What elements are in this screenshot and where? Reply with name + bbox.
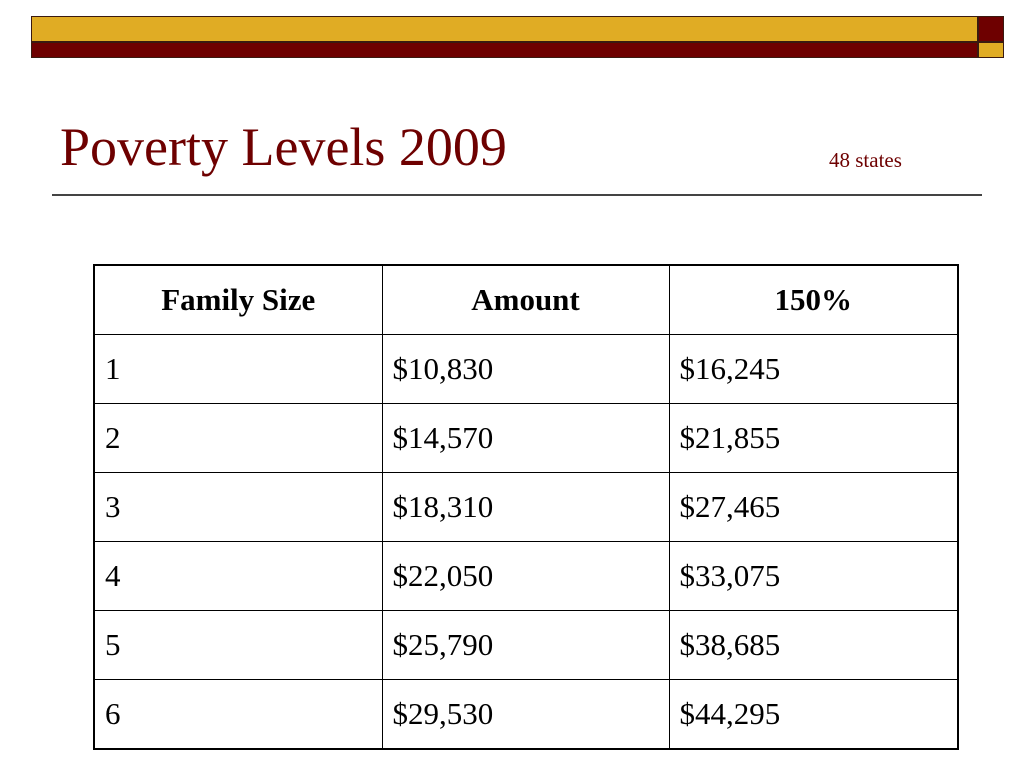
table-row <box>94 335 958 404</box>
cell-family-size: 6 <box>94 680 382 750</box>
cell-amount: $14,570 <box>382 404 669 473</box>
title-divider <box>52 194 982 196</box>
poverty-table <box>93 264 959 750</box>
table-header-row <box>94 265 958 335</box>
header-amount: Amount <box>382 265 669 335</box>
cell-amount: $22,050 <box>382 542 669 611</box>
header-band-maroon <box>31 42 978 58</box>
header-150-percent: 150% <box>669 265 958 335</box>
cell-150-percent: $38,685 <box>669 611 958 680</box>
cell-150-percent: $33,075 <box>669 542 958 611</box>
table-row <box>94 473 958 542</box>
header-band-gold <box>31 16 978 42</box>
corner-square-maroon <box>978 16 1004 42</box>
cell-family-size: 3 <box>94 473 382 542</box>
cell-amount: $10,830 <box>382 335 669 404</box>
corner-square-gold <box>978 42 1004 58</box>
cell-amount: $29,530 <box>382 680 669 750</box>
cell-family-size: 5 <box>94 611 382 680</box>
header-family-size: Family Size <box>94 265 382 335</box>
cell-family-size: 4 <box>94 542 382 611</box>
table-row <box>94 542 958 611</box>
cell-150-percent: $44,295 <box>669 680 958 750</box>
cell-150-percent: $16,245 <box>669 335 958 404</box>
cell-amount: $25,790 <box>382 611 669 680</box>
table-row <box>94 680 958 750</box>
slide-subtitle: 48 states <box>829 148 902 172</box>
table-row <box>94 611 958 680</box>
cell-family-size: 2 <box>94 404 382 473</box>
cell-150-percent: $27,465 <box>669 473 958 542</box>
table-row <box>94 404 958 473</box>
slide-title: Poverty Levels 2009 <box>60 117 507 177</box>
cell-amount: $18,310 <box>382 473 669 542</box>
cell-150-percent: $21,855 <box>669 404 958 473</box>
cell-family-size: 1 <box>94 335 382 404</box>
